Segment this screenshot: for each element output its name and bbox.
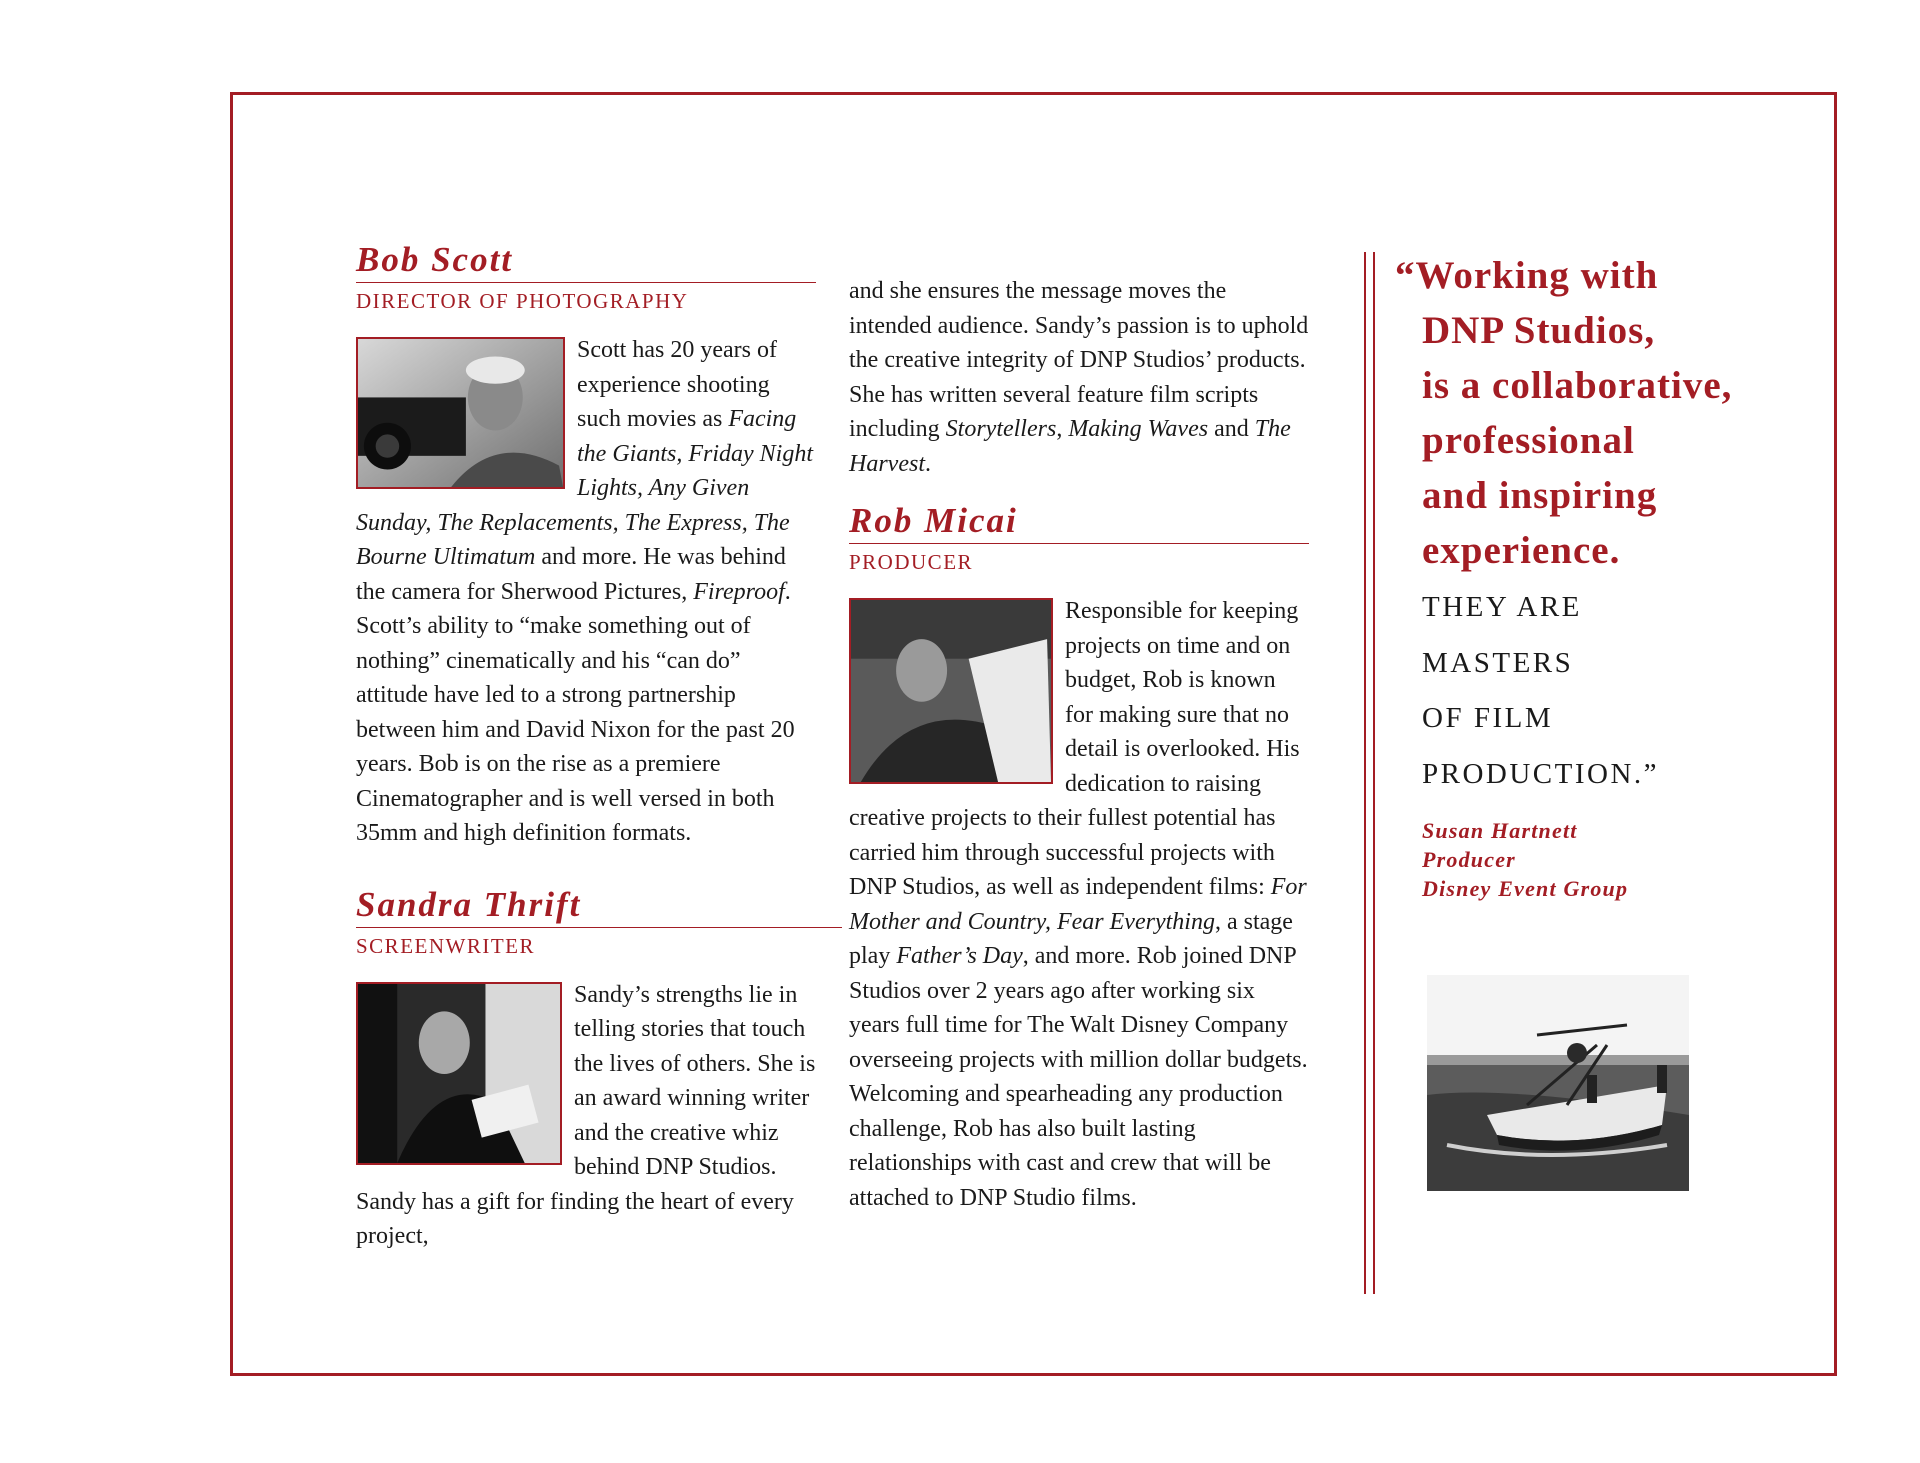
quote-line: THEY ARE	[1422, 591, 1582, 623]
bio-text: Sandy’s strengths lie in telling stories that touch the lives of others. She is an award winning writer and the creative whiz behind DNP Studios. Sandy has a gift for finding the heart of every project,	[356, 981, 816, 1249]
bio-text: and	[1208, 416, 1255, 442]
quote-attribution	[1395, 816, 1815, 903]
profile-name: Rob Micai	[849, 501, 1309, 544]
rob-micai-photo	[849, 598, 1053, 784]
sandra-thrift-photo	[356, 982, 562, 1165]
bio-text: , a stage play	[849, 908, 1293, 969]
quote-line: PRODUCTION.”	[1422, 757, 1660, 790]
attribution-organization: Disney Event Group	[1422, 876, 1629, 901]
profile-sandra-thrift	[356, 885, 816, 1254]
quote-caps	[1395, 580, 1815, 802]
quote-line: is a collaborative,	[1422, 364, 1733, 407]
bio-text: .	[924, 450, 931, 477]
quote-line: OF FILM	[1422, 702, 1554, 734]
speedboat-photo	[1427, 975, 1689, 1191]
bio-movie-titles: For Mother and Country, Fear Everything	[849, 874, 1307, 935]
profile-bio-continued	[849, 274, 1309, 481]
profile-name: Sandra Thrift	[356, 885, 842, 928]
profile-rob-micai	[849, 501, 1309, 1215]
bio-text: and she ensures the message moves the intended audience. Sandy’s passion is to uphold the creative integrity of DNP Studios’ products. She has written several feature film scripts including	[849, 278, 1309, 442]
attribution-title: Producer	[1422, 847, 1516, 872]
double-divider	[1364, 252, 1375, 1294]
middle-column	[849, 274, 1309, 1215]
profile-role: DIRECTOR OF PHOTOGRAPHY	[356, 289, 689, 313]
quote-line: experience.	[1422, 529, 1621, 572]
quote-line: MASTERS	[1422, 646, 1574, 679]
bio-text: , and more. Rob joined DNP Studios over 2 years ago after working six years full time for The Walt Disney Company overseeing projects with million dollar budgets. Welcoming and spearheading any production challenge, Rob has also built lasting relationships with cast and crew that will be attached to DNP Studio films.	[849, 943, 1308, 1211]
bio-movie-titles: Making Waves	[1068, 416, 1209, 442]
bio-movie-titles: Storytellers	[945, 416, 1057, 442]
quote-line: professional	[1422, 419, 1635, 462]
attribution-name: Susan Hartnett	[1422, 818, 1578, 843]
quote-line: DNP Studios,	[1422, 309, 1656, 352]
bio-movie-titles: Father’s Day	[896, 943, 1023, 969]
quote-line: and inspiring	[1422, 474, 1658, 517]
bio-text: Scott has 20 years of experience shooting such movies as	[577, 337, 777, 432]
profile-role: SCREENWRITER	[356, 933, 535, 958]
testimonial-quote	[1395, 248, 1815, 903]
quote-highlight	[1395, 248, 1815, 578]
bio-text: Responsible for keeping projects on time and on budget, Rob is known for making sure that no detail is overlooked. His dedication to raising creative projects to their fullest potential has carried him through successful projects with DNP Studios, as well as independent films:	[849, 598, 1300, 900]
bio-movie-titles: The Harvest	[849, 416, 1291, 477]
bio-movie-titles: Facing the Giants, Friday Night Lights, Any Given Sunday, The Replacements, The Express, The Bourne Ultimatum	[356, 406, 813, 570]
quote-line: “Working with	[1395, 254, 1659, 297]
bio-text: and more. He was behind the camera for Sherwood Pictures,	[356, 544, 786, 605]
bio-text: . Scott’s ability to “make something out of nothing” cinematically and his “can do” attitude have led to a strong partnership between him and David Nixon for the past 20 years. Bob is on the rise as a premiere Cinematographer and is well versed in both 35mm and high definition formats.	[356, 578, 795, 846]
bio-movie-titles: Fireproof	[693, 578, 785, 605]
left-column	[356, 240, 816, 1254]
profile-role: PRODUCER	[849, 550, 974, 574]
bio-text: ,	[1056, 416, 1069, 442]
profile-bob-scott	[356, 240, 816, 851]
profile-name: Bob Scott	[356, 240, 816, 283]
bob-scott-photo	[356, 337, 565, 489]
